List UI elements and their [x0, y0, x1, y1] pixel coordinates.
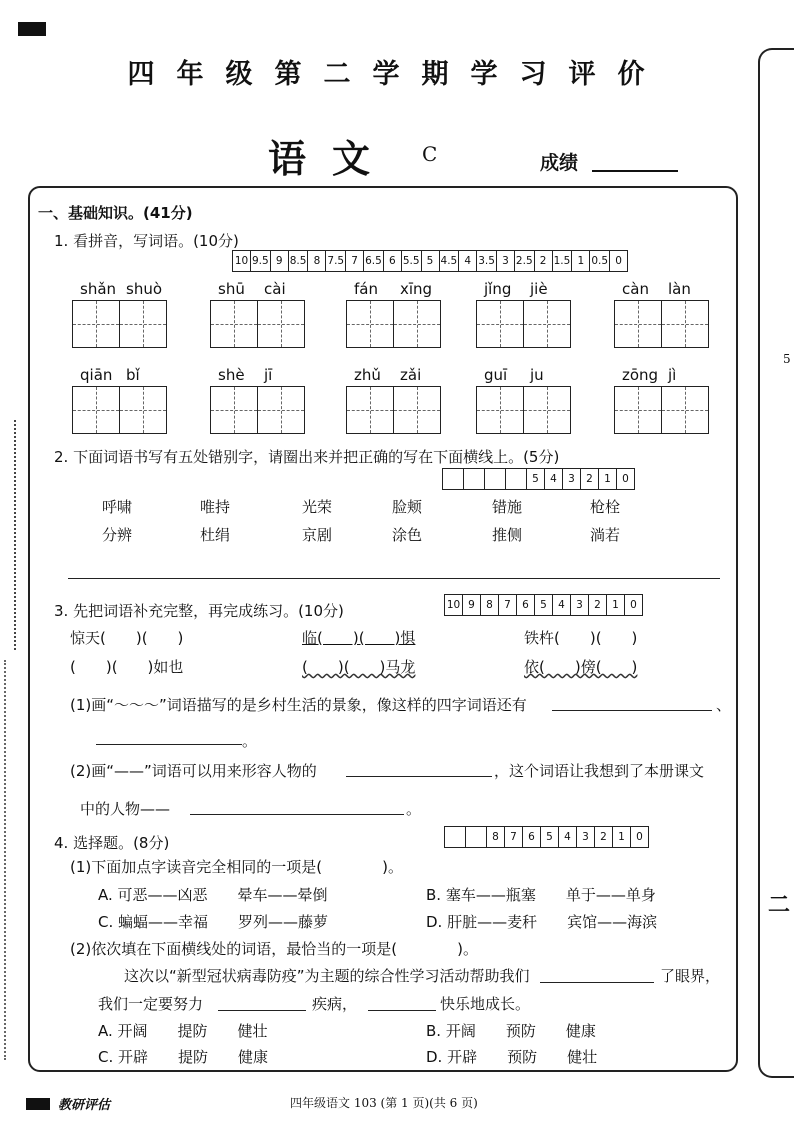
score-cell[interactable]: 7.5 [326, 251, 346, 271]
pinyin-label: cài [264, 280, 286, 298]
score-cell[interactable] [466, 827, 487, 847]
q3-sub2-text: (2)画“——”词语可以用来形容人物的 [70, 762, 317, 780]
writing-grid[interactable] [476, 386, 571, 434]
word-item[interactable]: 杜绢 [200, 526, 231, 544]
score-cell[interactable]: 5 [535, 595, 553, 615]
cut-line-lower [4, 660, 6, 1060]
writing-cell[interactable] [394, 301, 440, 347]
writing-cell[interactable] [477, 387, 524, 433]
subject-title: 语文 [268, 136, 397, 181]
writing-cell[interactable] [347, 301, 394, 347]
score-cell[interactable]: 2 [589, 595, 607, 615]
q3-sub2-text-c: 中的人物—— [80, 800, 171, 818]
q4-choice-b[interactable]: B. 开阔 预防 健康 [426, 1022, 596, 1040]
idiom-3[interactable]: 铁杵( )( ) [524, 629, 638, 647]
pinyin-label: càn [622, 280, 649, 298]
pinyin-label: jiè [530, 280, 548, 298]
score-cell[interactable]: 0.5 [590, 251, 610, 271]
score-cell[interactable]: 1 [572, 251, 590, 271]
score-cell[interactable] [443, 469, 464, 489]
score-cell[interactable]: 9 [271, 251, 289, 271]
pinyin-label: jǐng [484, 280, 512, 298]
score-cell[interactable]: 4 [459, 251, 477, 271]
score-cell[interactable]: 2.5 [515, 251, 535, 271]
score-cell[interactable]: 10 [445, 595, 463, 615]
word-item[interactable]: 枪栓 [590, 498, 621, 516]
pinyin-label: zǎi [400, 366, 422, 384]
word-item[interactable]: 分辨 [102, 526, 133, 544]
section-title: 一、基础知识。(41分) [38, 204, 193, 222]
pinyin-label: zōng [622, 366, 659, 384]
score-cell[interactable]: 5 [541, 827, 559, 847]
q3-sub1-text: (1)画“～～～”词语描写的是乡村生活的景象，像这样的四字词语还有 [70, 696, 527, 714]
score-cell[interactable]: 3 [563, 469, 581, 489]
idiom-1[interactable]: 惊天( )( ) [70, 629, 184, 647]
score-cell[interactable]: 8.5 [289, 251, 309, 271]
word-item[interactable]: 淌若 [590, 526, 621, 544]
pinyin-label: xīng [400, 280, 433, 298]
score-cell[interactable]: 5 [422, 251, 440, 271]
pinyin-label: guī [484, 366, 508, 384]
pinyin-label: qiān [80, 366, 113, 384]
q4-para1-end: 了眼界， [660, 967, 721, 985]
q4-blank-2[interactable] [218, 1010, 306, 1011]
q4-blank-3[interactable] [368, 1010, 436, 1011]
score-cell[interactable]: 7 [499, 595, 517, 615]
word-item[interactable]: 错施 [492, 498, 523, 516]
binding-bracket [758, 48, 794, 1078]
q4-title: 4. 选择题。(8分) [54, 834, 170, 852]
side-section-number: 二 [768, 892, 791, 918]
writing-grid[interactable] [614, 386, 709, 434]
q3-sub2-end: 。 [406, 800, 422, 818]
writing-grid[interactable] [210, 300, 305, 348]
cut-line [14, 420, 16, 650]
score-cell[interactable]: 0 [622, 473, 629, 485]
writing-grid[interactable] [72, 386, 167, 434]
score-cell[interactable]: 6 [523, 827, 541, 847]
writing-cell[interactable] [662, 301, 708, 347]
word-item[interactable]: 推侧 [492, 526, 523, 544]
q2-score-boxes[interactable] [442, 468, 635, 490]
q1-title: 1. 看拼音，写词语。(10分) [54, 232, 239, 250]
score-cell[interactable]: 5.5 [402, 251, 422, 271]
score-cell[interactable]: 9.5 [251, 251, 271, 271]
word-item[interactable]: 脸颊 [392, 498, 423, 516]
score-cell[interactable]: 2 [581, 469, 599, 489]
q3-title: 3. 先把词语补充完整，再完成练习。(10分) [54, 602, 344, 620]
q3-sub2-line-1[interactable] [346, 776, 492, 777]
q3-sub2-text-b: ，这个词语让我想到了本册课文 [494, 762, 705, 780]
pinyin-label: jī [264, 366, 273, 384]
idiom-6[interactable]: 依( )傍( ) [524, 658, 638, 676]
score-cell[interactable]: 6 [384, 251, 402, 271]
score-cell[interactable]: 0 [630, 599, 637, 611]
q4-choice-a[interactable]: A. 开阔 提防 健壮 [98, 1022, 268, 1040]
score-cell[interactable]: 1 [607, 595, 625, 615]
score-cell[interactable]: 3 [577, 827, 595, 847]
word-item[interactable]: 呼啸 [102, 498, 133, 516]
q1-score-boxes[interactable] [232, 250, 628, 272]
word-item[interactable]: 京剧 [302, 526, 333, 544]
q4-para1: 这次以“新型冠状病毒防疫”为主题的综合性学习活动帮助我们 [124, 967, 530, 985]
q3-sub1-line-2[interactable] [96, 744, 242, 745]
pinyin-label: shè [218, 366, 245, 384]
score-cell[interactable]: 4 [559, 827, 577, 847]
writing-cell[interactable] [211, 387, 258, 433]
q4-option-a[interactable]: A. 可恶——凶恶 晕车——晕倒 [98, 886, 328, 904]
word-item[interactable]: 涂色 [392, 526, 423, 544]
score-cell[interactable]: 7 [505, 827, 523, 847]
score-cell[interactable]: 8 [487, 827, 505, 847]
q4-choice-d[interactable]: D. 开辟 预防 健壮 [426, 1048, 598, 1066]
score-cell[interactable]: 1.5 [553, 251, 573, 271]
score-cell[interactable]: 9 [463, 595, 481, 615]
pinyin-label: ju [530, 366, 544, 384]
score-cell[interactable] [506, 469, 527, 489]
word-item[interactable]: 光荣 [302, 498, 333, 516]
score-cell[interactable]: 0 [636, 831, 643, 843]
side-digit: 5 [783, 352, 791, 366]
q4-para2-mid: 疾病， [312, 995, 358, 1013]
score-label: 成绩 [540, 152, 579, 174]
score-cell[interactable]: 1 [613, 827, 631, 847]
q3-sub1-end: 。 [242, 732, 258, 750]
writing-cell[interactable] [524, 387, 570, 433]
q4-choice-c[interactable]: C. 开辟 提防 健康 [98, 1048, 269, 1066]
score-cell[interactable]: 7 [346, 251, 364, 271]
pinyin-label: shuò [126, 280, 163, 298]
writing-grid[interactable] [72, 300, 167, 348]
writing-grid[interactable] [210, 386, 305, 434]
idiom-4[interactable]: ( )( )如也 [70, 658, 184, 676]
q2-answer-line[interactable] [68, 578, 720, 579]
q3-sub1-sep: 、 [716, 696, 732, 714]
writing-cell[interactable] [347, 387, 394, 433]
q3-score-boxes[interactable] [444, 594, 643, 616]
idiom-5[interactable]: ( )( )马龙 [302, 658, 416, 676]
score-cell[interactable]: 3 [497, 251, 515, 271]
q4-para2: 我们一定要努力 [98, 995, 204, 1013]
score-cell[interactable]: 5 [527, 469, 545, 489]
writing-grid[interactable] [614, 300, 709, 348]
writing-grid[interactable] [346, 300, 441, 348]
score-cell[interactable]: 8 [481, 595, 499, 615]
exam-title: 四年级第二学期学习评价 [127, 59, 667, 90]
writing-cell[interactable] [258, 387, 304, 433]
pinyin-label: shǎn [80, 280, 117, 298]
writing-cell[interactable] [524, 301, 570, 347]
pinyin-label: jì [668, 366, 677, 384]
pinyin-label: fán [354, 280, 378, 298]
q3-sub2-line-2[interactable] [190, 814, 404, 815]
writing-cell[interactable] [120, 387, 166, 433]
writing-grid[interactable] [346, 386, 441, 434]
writing-cell[interactable] [73, 387, 120, 433]
score-cell[interactable]: 0 [615, 255, 622, 267]
q4-sub1: (1)下面加点字读音完全相同的一项是( )。 [70, 858, 403, 876]
score-cell[interactable]: 6.5 [364, 251, 384, 271]
score-cell[interactable]: 2 [595, 827, 613, 847]
score-cell[interactable]: 3 [571, 595, 589, 615]
score-cell[interactable]: 4 [553, 595, 571, 615]
q4-option-d[interactable]: D. 肝脏——麦秆 宾馆——海滨 [426, 913, 658, 931]
q4-blank-1[interactable] [540, 982, 654, 983]
q2-title: 2. 下面词语书写有五处错别字，请圈出来并把正确的写在下面横线上。(5分) [54, 448, 560, 466]
score-cell[interactable]: 3.5 [477, 251, 497, 271]
score-cell[interactable]: 4.5 [440, 251, 460, 271]
score-cell[interactable] [464, 469, 485, 489]
writing-grid[interactable] [476, 300, 571, 348]
writing-cell[interactable] [73, 301, 120, 347]
pinyin-label: shū [218, 280, 245, 298]
q4-option-b[interactable]: B. 塞车——瓶塞 单于——单身 [426, 886, 656, 904]
writing-cell[interactable] [615, 301, 662, 347]
version-label: C [422, 142, 438, 166]
writing-cell[interactable] [662, 387, 708, 433]
writing-cell[interactable] [394, 387, 440, 433]
word-item[interactable]: 唯持 [200, 498, 231, 516]
q4-sub2: (2)依次填在下面横线处的词语，最恰当的一项是( )。 [70, 940, 478, 958]
writing-cell[interactable] [120, 301, 166, 347]
score-cell[interactable]: 4 [545, 469, 563, 489]
score-cell[interactable] [485, 469, 506, 489]
score-cell[interactable]: 1 [599, 469, 617, 489]
score-cell[interactable]: 8 [308, 251, 326, 271]
q4-option-c[interactable]: C. 蝙蝠——幸福 罗列——藤萝 [98, 913, 329, 931]
score-cell[interactable]: 2 [535, 251, 553, 271]
q3-sub1-line-1[interactable] [552, 710, 712, 711]
writing-cell[interactable] [211, 301, 258, 347]
writing-cell[interactable] [258, 301, 304, 347]
pinyin-label: làn [668, 280, 691, 298]
corner-marker [18, 22, 46, 36]
q4-score-boxes[interactable] [444, 826, 649, 848]
pinyin-label: bǐ [126, 366, 140, 384]
writing-cell[interactable] [615, 387, 662, 433]
page-number: 四年级语文 103 (第 1 页)(共 6 页) [290, 1096, 478, 1110]
score-cell[interactable]: 6 [517, 595, 535, 615]
idiom-2[interactable]: 临( )( )惧 [302, 629, 416, 647]
score-input-line[interactable] [592, 170, 678, 172]
score-cell[interactable]: 10 [233, 251, 251, 271]
footer-brand: 教研评估 [58, 1098, 111, 1113]
score-cell[interactable] [445, 827, 466, 847]
footer-marker [26, 1098, 50, 1110]
q4-para2-end: 快乐地成长。 [440, 995, 531, 1013]
writing-cell[interactable] [477, 301, 524, 347]
pinyin-label: zhǔ [354, 366, 381, 384]
